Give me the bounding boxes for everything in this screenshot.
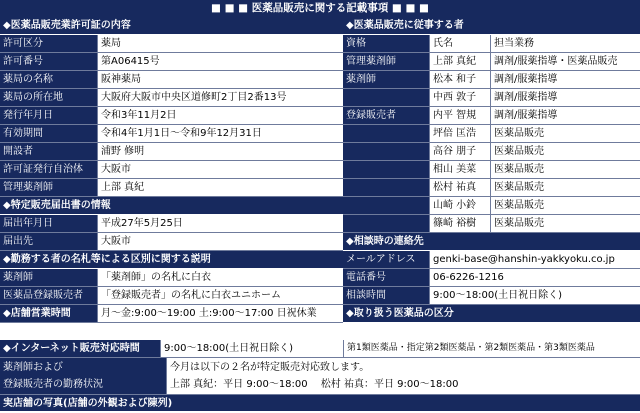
- internet-categories-row: [0, 340, 640, 358]
- qualification-cell: [343, 179, 429, 196]
- duty-cell: 調剤/服薬指導: [490, 89, 640, 106]
- name-cell: 中西 敦子: [429, 89, 490, 106]
- qualification-cell: [343, 215, 429, 232]
- specified-section-title: ◆特定販売届出書の情報: [0, 197, 343, 215]
- table-row: [343, 287, 640, 305]
- qualification-cell: [343, 143, 429, 160]
- row-label: 薬剤師: [0, 269, 97, 286]
- name-cell: 松本 和子: [429, 71, 490, 88]
- table-row: [343, 53, 640, 71]
- row-value: 平成27年5月25日: [97, 215, 343, 232]
- table-row: [343, 251, 640, 269]
- row-label: 届出先: [0, 233, 97, 250]
- table-row: [0, 233, 343, 251]
- left-column: [0, 17, 343, 323]
- row-label: 薬局の所在地: [0, 89, 97, 106]
- name-cell: 山崎 小鈴: [429, 197, 490, 214]
- duty-header: 担当業務: [490, 35, 640, 52]
- staff-header-row: [343, 35, 640, 53]
- duty-cell: 医薬品販売: [490, 161, 640, 178]
- table-row: [0, 125, 343, 143]
- name-cell: 高谷 朋子: [429, 143, 490, 160]
- table-row: [343, 197, 640, 215]
- table-row: [343, 179, 640, 197]
- name-cell: 内平 智規: [429, 107, 490, 124]
- row-value: 「薬剤師」の名札に白衣: [97, 269, 343, 286]
- table-row: [0, 107, 343, 125]
- table-row: [343, 269, 640, 287]
- name-cell: 坪倍 匡浩: [429, 125, 490, 142]
- row-label: 薬局の名称: [0, 71, 97, 88]
- table-row: [343, 89, 640, 107]
- name-cell: 上部 真紀: [429, 53, 490, 70]
- row-label: 届出年月日: [0, 215, 97, 232]
- hours-row: [0, 305, 343, 323]
- duty-cell: 医薬品販売: [490, 215, 640, 232]
- bottom-block: [0, 340, 640, 412]
- row-label: 電話番号: [343, 269, 429, 286]
- attendance-value: [166, 358, 640, 394]
- row-label: 許可番号: [0, 53, 97, 70]
- row-label: 許可証発行自治体: [0, 161, 97, 178]
- table-row: [343, 215, 640, 233]
- row-value: 浦野 修明: [97, 143, 343, 160]
- table-row: [0, 215, 343, 233]
- row-value: 「登録販売者」の名札に白衣ユニホーム: [97, 287, 343, 304]
- table-row: [0, 287, 343, 305]
- qualification-cell: [343, 125, 429, 142]
- contact-section-title: ◆相談時の連絡先: [343, 233, 640, 251]
- consult-hours: 9:00～18:00(土日祝日除く): [429, 287, 640, 304]
- row-value: 大阪市: [97, 233, 343, 250]
- duty-cell: 医薬品販売: [490, 197, 640, 214]
- right-column: [343, 17, 640, 323]
- license-table: [0, 35, 343, 197]
- qualification-cell: [343, 161, 429, 178]
- qualification-cell: 管理薬剤師: [343, 53, 429, 70]
- license-section-title: ◆医薬品販売業許可証の内容: [0, 17, 343, 35]
- row-label: 開設者: [0, 143, 97, 160]
- hours-label: ◆店舗営業時間: [0, 305, 97, 322]
- email-link[interactable]: genki-base@hanshin-yakkyoku.co.jp: [429, 251, 640, 268]
- qualification-cell: 登録販売者: [343, 107, 429, 124]
- row-value: 令和3年11月2日: [97, 107, 343, 124]
- qualification-cell: 薬剤師: [343, 71, 429, 88]
- row-value: 大阪市: [97, 161, 343, 178]
- table-row: [0, 53, 343, 71]
- row-label: 相談時間: [343, 287, 429, 304]
- attendance-label-line2: 登録販売者の勤務状況: [3, 379, 103, 390]
- categories-section-title: ◆取り扱う医薬品の区分: [343, 305, 640, 323]
- row-label: メールアドレス: [343, 251, 429, 268]
- table-row: [343, 71, 640, 89]
- duty-cell: 医薬品販売: [490, 125, 640, 142]
- table-row: [0, 89, 343, 107]
- name-cell: 篠崎 裕樹: [429, 215, 490, 232]
- name-cell: 相山 美菜: [429, 161, 490, 178]
- qualification-header: 資格: [343, 35, 429, 52]
- row-label: 医薬品登録販売者: [0, 287, 97, 304]
- table-row: [0, 161, 343, 179]
- photos-section-title: 実店舗の写真(店舗の外観および陳列): [0, 395, 640, 412]
- internet-label: ◆インターネット販売対応時間: [0, 340, 160, 357]
- specified-table: [0, 215, 343, 251]
- staff-section-title: ◆医薬品販売に従事する者: [343, 17, 640, 35]
- row-value: 上部 真紀: [97, 179, 343, 196]
- page-banner: ■ ■ ■ 医薬品販売に関する記載事項 ■ ■ ■: [0, 0, 640, 17]
- contact-table: [343, 251, 640, 305]
- attendance-line2: 上部 真紀：平日 9:00～18:00 松村 祐真：平日 9:00～18:00: [170, 379, 459, 390]
- duty-cell: 医薬品販売: [490, 179, 640, 196]
- attendance-row: [0, 358, 640, 395]
- staff-table: [343, 35, 640, 233]
- attendance-label: [0, 358, 166, 394]
- row-value: 薬局: [97, 35, 343, 52]
- phone-number: 06-6226-1216: [429, 269, 640, 286]
- duty-cell: 調剤/服薬指導: [490, 107, 640, 124]
- hours-value: 月～金:9:00～19:00 土:9:00～17:00 日祝休業: [97, 305, 343, 322]
- attendance-line1: 今月は以下の２名が特定販売対応致します。: [170, 362, 370, 373]
- table-row: [0, 143, 343, 161]
- table-row: [0, 71, 343, 89]
- distinction-section-title: ◆勤務する者の名札等による区別に関する説明: [0, 251, 343, 269]
- table-row: [343, 125, 640, 143]
- row-value: 第A06415号: [97, 53, 343, 70]
- table-row: [0, 35, 343, 53]
- name-cell: 松村 祐真: [429, 179, 490, 196]
- duty-cell: 調剤/服薬指導: [490, 71, 640, 88]
- row-label: 許可区分: [0, 35, 97, 52]
- row-label: 発行年月日: [0, 107, 97, 124]
- table-row: [343, 143, 640, 161]
- row-value: 阪神薬局: [97, 71, 343, 88]
- distinction-table: [0, 269, 343, 305]
- row-value: 大阪府大阪市中央区道修町2丁目2番13号: [97, 89, 343, 106]
- qualification-cell: [343, 197, 429, 214]
- row-label: 管理薬剤師: [0, 179, 97, 196]
- qualification-cell: [343, 89, 429, 106]
- categories-value: 第1類医薬品・指定第2類医薬品・第2類医薬品・第3類医薬品: [343, 340, 640, 357]
- duty-cell: 医薬品販売: [490, 143, 640, 160]
- table-row: [343, 107, 640, 125]
- row-label: 有効期間: [0, 125, 97, 142]
- table-row: [343, 161, 640, 179]
- row-value: 令和4年1月1日～令和9年12月31日: [97, 125, 343, 142]
- name-header: 氏名: [429, 35, 490, 52]
- duty-cell: 調剤/服薬指導・医薬品販売: [490, 53, 640, 70]
- table-row: [0, 179, 343, 197]
- table-row: [0, 269, 343, 287]
- attendance-label-line1: 薬剤師および: [3, 362, 63, 373]
- internet-value: 9:00～18:00(土日祝日除く): [160, 340, 343, 357]
